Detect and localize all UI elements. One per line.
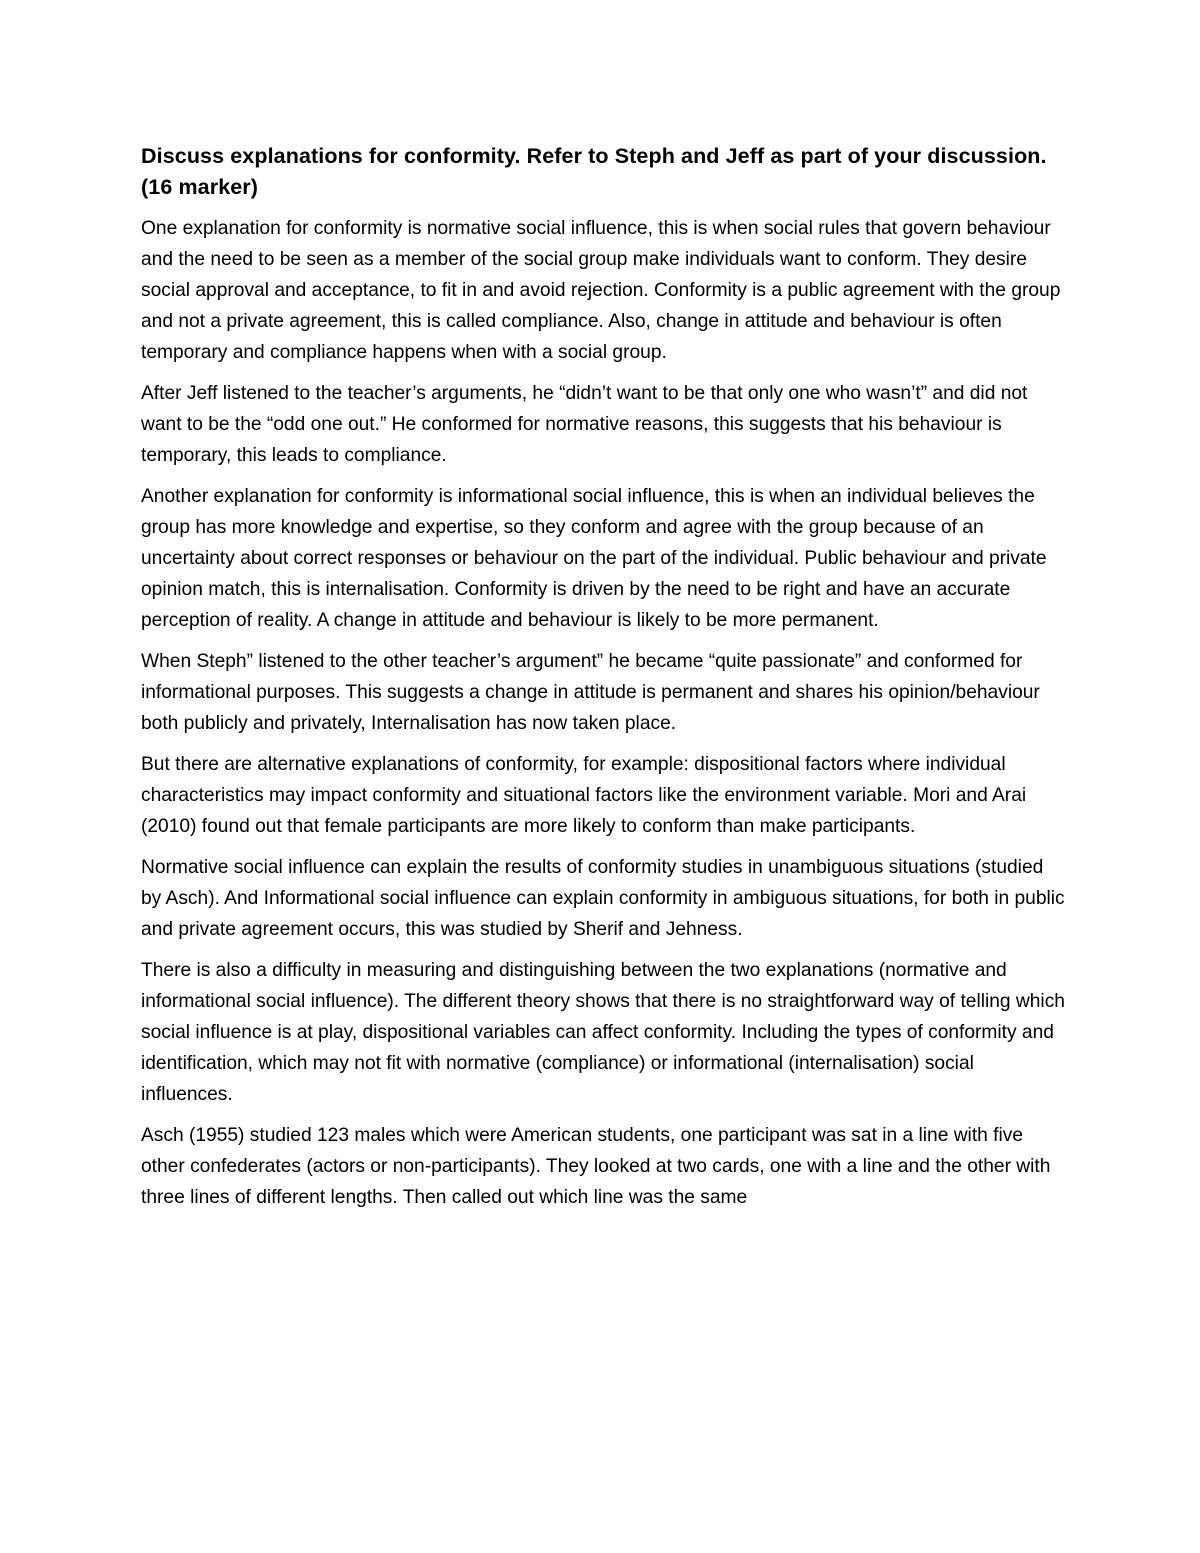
paragraph-asch-study: Asch (1955) studied 123 males which were American students, one participant was sat in a line with five other confederates (actors or non-participants). They looked at two cards, one with a line and the other with three lines of different lengths. Then called out which line was the same [141,1125,1051,1208]
paragraph-alternative-explanations: But there are alternative explanations of conformity, for example: dispositional factors where individual characteristics may impact conformity and situational factors like the environment variable. Mori and Arai (2010) found out that female participants are more likely to conform than make participants. [141,754,1027,837]
question-title: Discuss explanations for conformity. Refer to Steph and Jeff as part of your discussion. (16 marker) [141,144,1047,199]
paragraph-informational-influence: Another explanation for conformity is informational social influence, this is when an individual believes the group has more knowledge and expertise, so they conform and agree with the group because of an uncertainty about correct responses or behaviour on the part of the individual. Public behaviour and private opinion match, this is internalisation. Conformity is driven by the need to be right and have an accurate perception of reality. A change in attitude and behaviour is likely to be more permanent. [141,486,1047,631]
document-body [141,141,1066,1223]
paragraph-jeff-example: After Jeff listened to the teacher’s arguments, he “didn’t want to be that only one who wasn’t” and did not want to be the “odd one out.” He conformed for normative reasons, this suggests that his behaviour is temporary, this leads to compliance. [141,383,1028,466]
paragraph-asch-sherif: Normative social influence can explain the results of conformity studies in unambiguous situations (studied by Asch). And Informational social influence can explain conformity in ambiguous situations, for both in public and private agreement occurs, this was studied by Sherif and Jehness. [141,857,1065,940]
paragraph-steph-example: When Steph” listened to the other teacher’s argument” he became “quite passionate” and conformed for informational purposes. This suggests a change in attitude is permanent and shares his opinion/behaviour both publicly and privately, Internalisation has now taken place. [141,651,1040,734]
paragraph-measurement-difficulty: There is also a difficulty in measuring and distinguishing between the two explanations (normative and informational social influence). The different theory shows that there is no straightforward way of telling which social influence is at play, dispositional variables can affect conformity. Including the types of conformity and identification, which may not fit with normative (compliance) or informational (internalisation) social influences. [141,960,1065,1105]
paragraph-normative-influence: One explanation for conformity is normative social influence, this is when social rules that govern behaviour and the need to be seen as a member of the social group make individuals want to conform. They desire social approval and acceptance, to fit in and avoid rejection. Conformity is a public agreement with the group and not a private agreement, this is called compliance. Also, change in attitude and behaviour is often temporary and compliance happens when with a social group. [141,218,1061,363]
